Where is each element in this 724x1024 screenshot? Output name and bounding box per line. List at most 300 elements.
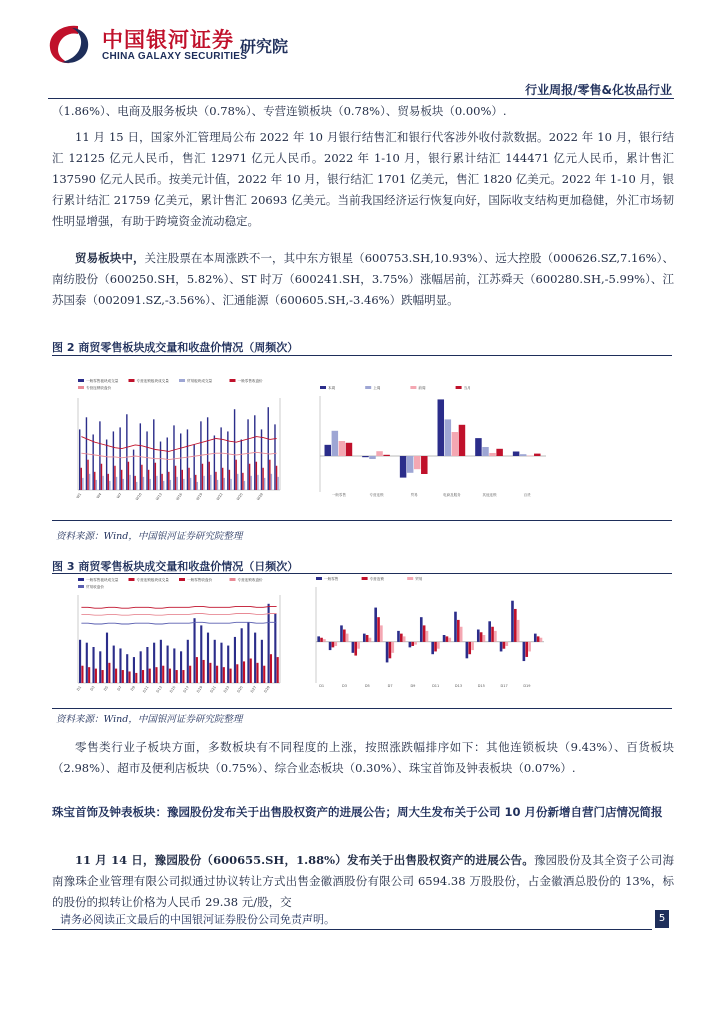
- volume-bar: [96, 480, 97, 490]
- change-bar: [483, 635, 486, 642]
- x-tick-label: D5: [103, 685, 110, 692]
- report-type: 行业周报/零售&化妆品行业: [525, 83, 672, 97]
- volume-bar: [89, 474, 90, 490]
- brand-name-en: CHINA GALAXY SECURITIES: [102, 51, 248, 62]
- x-tick-label: D23: [222, 685, 231, 694]
- volume-bar: [269, 460, 270, 490]
- change-bar: [369, 456, 375, 459]
- volume-bar: [133, 657, 135, 683]
- page-number: 5: [655, 910, 669, 928]
- legend-swatch: [179, 379, 185, 382]
- figure-3-bottom-rule: [52, 708, 672, 709]
- volume-bar: [182, 470, 183, 490]
- volume-bar: [99, 651, 101, 683]
- change-bar: [500, 642, 503, 652]
- change-bar: [471, 642, 474, 650]
- daily-volume-chart: [60, 575, 300, 705]
- change-bar: [363, 634, 366, 642]
- volume-bar: [189, 666, 191, 683]
- volume-bar: [230, 669, 232, 683]
- change-bar: [496, 449, 502, 456]
- volume-bar: [121, 470, 122, 490]
- change-bar: [400, 456, 406, 478]
- volume-bar: [202, 464, 203, 490]
- legend-swatch: [230, 379, 236, 382]
- change-bar: [362, 456, 368, 457]
- volume-bar: [161, 474, 162, 490]
- legend-label: 一般零售收盘价: [187, 578, 213, 582]
- x-tick-label: W16: [175, 492, 184, 502]
- legend-label: 贸易板块成交量: [187, 379, 213, 383]
- volume-bar: [87, 460, 88, 490]
- change-bar: [454, 612, 457, 642]
- legend-swatch: [365, 386, 371, 389]
- volume-bar: [155, 463, 156, 490]
- volume-bar: [153, 643, 155, 683]
- volume-bar: [126, 654, 128, 683]
- galaxy-logo-icon: [44, 22, 94, 68]
- volume-bar: [217, 480, 218, 490]
- volume-bar: [123, 479, 124, 490]
- volume-bar: [173, 648, 175, 683]
- volume-bar: [88, 667, 90, 683]
- change-bar: [534, 454, 540, 456]
- volume-bar: [241, 628, 243, 683]
- change-bar: [366, 635, 369, 642]
- volume-bar: [116, 477, 117, 490]
- legend-swatch: [129, 578, 135, 581]
- change-bar: [452, 432, 458, 456]
- x-tick-label: D29: [263, 685, 271, 694]
- volume-bar: [86, 643, 88, 683]
- volume-bar: [207, 417, 208, 490]
- volume-bar: [122, 670, 124, 683]
- volume-bar: [263, 666, 265, 683]
- x-tick-label: D19: [196, 685, 204, 694]
- volume-bar: [81, 666, 83, 683]
- volume-bar: [101, 464, 102, 490]
- volume-bar: [153, 419, 154, 490]
- volume-bar: [196, 657, 198, 683]
- change-bar: [332, 642, 335, 647]
- x-tick-label: W10: [134, 492, 143, 502]
- volume-bar: [141, 465, 142, 490]
- legend-swatch: [407, 577, 413, 580]
- change-bar: [340, 625, 343, 641]
- close-price-line: [81, 614, 276, 616]
- volume-bar: [209, 663, 211, 683]
- brand-institute: 研究院: [240, 37, 289, 56]
- volume-bar: [135, 673, 137, 683]
- change-bar: [488, 621, 491, 642]
- change-bar: [448, 638, 451, 642]
- change-bar: [525, 642, 528, 657]
- change-bar: [505, 642, 508, 646]
- change-bar: [420, 617, 423, 642]
- legend-label: 一般零售收盘价: [237, 379, 263, 383]
- volume-bar: [237, 474, 238, 490]
- x-tick-label: W19: [195, 492, 204, 502]
- change-bar: [511, 601, 514, 642]
- x-tick-label: D1: [76, 685, 83, 692]
- change-bar: [431, 642, 434, 654]
- volume-bar: [128, 462, 129, 490]
- volume-bar: [187, 640, 189, 683]
- legend-swatch: [78, 578, 84, 581]
- legend-label: 专营连锁板块成交量: [136, 379, 169, 383]
- volume-bar: [102, 670, 104, 683]
- change-bar: [339, 441, 345, 456]
- volume-bar: [129, 671, 131, 683]
- volume-bar: [106, 440, 107, 490]
- volume-bar: [173, 425, 174, 490]
- volume-bar: [234, 637, 236, 683]
- volume-bar: [203, 660, 205, 683]
- change-bar: [434, 642, 437, 652]
- volume-bar: [146, 431, 147, 490]
- volume-bar: [188, 468, 189, 490]
- x-tick-label: W7: [116, 492, 123, 500]
- volume-bar: [261, 429, 262, 490]
- volume-bar: [136, 482, 137, 490]
- volume-bar: [129, 475, 130, 490]
- paragraph-0: （1.86%）、电商及服务板块（0.78%）、专营连锁板块（0.78%）、贸易板块（0.00%）.: [52, 104, 507, 118]
- legend-swatch: [410, 386, 416, 389]
- volume-bar: [235, 460, 236, 490]
- legend-swatch: [456, 386, 462, 389]
- change-bar: [523, 642, 526, 661]
- volume-bar: [81, 468, 82, 490]
- legend-label: 上周: [373, 386, 381, 390]
- volume-bar: [119, 427, 120, 490]
- volume-bar: [79, 640, 81, 683]
- volume-bar: [163, 481, 164, 490]
- legend-swatch: [78, 585, 84, 588]
- volume-bar: [197, 482, 198, 490]
- change-bar: [354, 642, 357, 656]
- change-bar: [480, 632, 483, 642]
- volume-bar: [176, 477, 177, 490]
- volume-bar: [241, 440, 242, 490]
- change-bar: [503, 642, 506, 649]
- volume-bar: [247, 623, 249, 683]
- volume-bar: [102, 476, 103, 490]
- volume-bar: [200, 625, 202, 683]
- change-bar: [477, 630, 480, 642]
- change-bar: [438, 399, 444, 456]
- volume-bar: [268, 604, 270, 683]
- volume-bar: [82, 478, 83, 490]
- volume-bar: [113, 646, 115, 683]
- figure-3-top-rule: [52, 573, 672, 574]
- volume-bar: [195, 475, 196, 490]
- x-tick-label: D1: [319, 684, 325, 688]
- paragraph-1: 11 月 15 日，国家外汇管理局公布 2022 年 10 月银行结售汇和银行代客涉外收付款数据。2022 年 10 月，银行结汇 12125 亿元人民币，售汇 12971 亿元人民币。2022 年 1-10 月，银行累计结汇 144471 亿元人民币，累计售汇 137590 亿元人民币。按美元计值，2022 年 10 月，银行结汇 1701 亿美元，售汇 1820 亿美元。2022 年 1-10 月，银行累计结汇 21759 亿美元，累计售汇 20693 亿美元。当前我国经济运行恢复向好，国际收支结构更加稳健，外汇市场韧性明显增强，有助于跨境资金流动稳定。: [52, 130, 674, 228]
- x-tick-label: D9: [129, 685, 137, 692]
- brand-name-cn: 中国银河证券: [102, 28, 234, 52]
- weekly-change-chart: [304, 384, 552, 500]
- change-bar: [414, 642, 417, 645]
- volume-bar: [133, 450, 134, 490]
- volume-bar: [247, 419, 248, 490]
- legend-label: 当月: [463, 386, 471, 390]
- legend-swatch: [78, 379, 84, 382]
- change-bar: [468, 642, 471, 654]
- change-bar: [332, 431, 338, 456]
- volume-bar: [220, 643, 222, 683]
- volume-bar: [134, 476, 135, 490]
- volume-bar: [180, 433, 181, 490]
- volume-bar: [106, 633, 108, 683]
- x-tick-label: D9: [410, 684, 416, 688]
- x-tick-label: D3: [89, 685, 96, 692]
- volume-bar: [262, 468, 263, 490]
- figure-3-title: 图 3 商贸零售板块成交量和收盘价情况（日频次）: [52, 560, 299, 573]
- volume-bar: [271, 474, 272, 490]
- volume-bar: [162, 666, 164, 683]
- volume-bar: [220, 427, 221, 490]
- legend-swatch: [316, 577, 322, 580]
- change-bar: [517, 620, 520, 642]
- close-price-line: [81, 606, 276, 608]
- volume-bar: [250, 476, 251, 490]
- change-bar: [460, 627, 463, 642]
- paragraph-3: 零售类行业子板块方面，多数板块有不同程度的上涨，按照涨跌幅排序如下：其他连锁板块（9.43%）、百货板块（2.98%）、超市及便利店板块（0.75%）、综合业态板块（0.30%）、珠宝首饰及钟表板块（0.07%）.: [52, 740, 674, 775]
- volume-bar: [115, 669, 117, 683]
- change-bar: [320, 638, 323, 642]
- legend-label: 一般零售板块成交量: [86, 578, 119, 582]
- volume-bar: [223, 667, 225, 683]
- x-tick-label: 百货: [523, 493, 531, 497]
- volume-bar: [155, 667, 157, 683]
- change-bar: [323, 639, 326, 642]
- change-bar: [352, 642, 355, 653]
- x-tick-label: D25: [236, 685, 244, 694]
- change-bar: [343, 630, 346, 642]
- legend-swatch: [362, 577, 368, 580]
- change-bar: [369, 638, 372, 642]
- volume-bar: [156, 476, 157, 490]
- volume-bar: [254, 633, 256, 683]
- x-tick-label: D15: [477, 684, 485, 688]
- volume-bar: [160, 640, 162, 683]
- volume-bar: [256, 663, 258, 683]
- change-bar: [407, 456, 413, 473]
- x-tick-label: W28: [256, 492, 264, 502]
- volume-bar: [242, 473, 243, 490]
- header-divider: [48, 98, 674, 99]
- change-bar: [426, 631, 429, 642]
- change-bar: [494, 631, 497, 642]
- paragraph-4-rest: 豫园股份及其全资子公司海南豫珠企业管理有限公司拟通过协议转让方式出售金徽酒股份有限公司 6594.38 万股股份，占金徽酒总股份的 13%，标的股份的拟转让价格为人民币 29.38 元/股，交: [52, 853, 674, 909]
- volume-bar: [79, 429, 80, 490]
- volume-bar: [277, 477, 278, 490]
- x-tick-label: 一般零售: [331, 493, 346, 497]
- daily-change-chart: [300, 575, 550, 705]
- volume-bar: [176, 670, 178, 683]
- volume-bar: [119, 648, 121, 683]
- volume-bar: [244, 481, 245, 490]
- legend-label: 贸易收盘价: [86, 585, 104, 589]
- paragraph-2-lead: 贸易板块中，: [75, 251, 145, 265]
- x-tick-label: D11: [142, 685, 150, 694]
- volume-bar: [222, 468, 223, 490]
- x-tick-label: D21: [209, 685, 217, 694]
- change-bar: [534, 634, 537, 642]
- paragraph-4-lead: 11 月 14 日，豫园股份（600655.SH，1.88%）发布关于出售股权资产的进展公告。: [75, 853, 534, 867]
- legend-label: 专营连锁收盘价: [237, 578, 263, 582]
- paragraph-2-rest: 关注股票在本周涨跌不一，其中东方银星（600753.SH,10.93%）、远大控股（000626.SZ,7.16%）、南纺股份（600250.SH，5.82%）、ST 时万（600241.SH，3.75%）涨幅居前，江苏舜天（600280.SH,-5.99%）、江苏国泰（002091.SZ,-3.56%）、汇通能源（600605.SH,-3.46%）跌幅明显。: [52, 251, 675, 307]
- change-bar: [400, 634, 403, 642]
- change-bar: [491, 627, 494, 642]
- volume-bar: [214, 640, 216, 683]
- x-tick-label: W13: [155, 492, 163, 502]
- volume-bar: [149, 669, 151, 683]
- legend-label: 前周: [418, 386, 426, 390]
- volume-bar: [207, 633, 209, 683]
- legend-swatch: [179, 578, 185, 581]
- volume-bar: [203, 476, 204, 490]
- volume-bar: [169, 669, 171, 683]
- x-tick-label: D13: [155, 685, 163, 694]
- volume-bar: [277, 657, 279, 683]
- volume-bar: [215, 472, 216, 490]
- change-bar: [466, 642, 469, 658]
- volume-bar: [167, 646, 169, 683]
- change-bar: [334, 642, 337, 646]
- legend-label: 贸易: [415, 577, 423, 581]
- change-bar: [374, 608, 377, 642]
- volume-bar: [234, 409, 235, 490]
- volume-bar: [92, 434, 93, 490]
- legend-label: 一般零售: [324, 577, 339, 581]
- change-bar: [489, 453, 495, 456]
- paragraph-2: [52, 248, 674, 311]
- volume-bar: [142, 670, 144, 683]
- legend-label: 一般零售板块成交量: [86, 379, 119, 383]
- figure-2-top-rule: [52, 355, 672, 356]
- volume-bar: [236, 664, 238, 683]
- change-bar: [346, 634, 349, 642]
- volume-bar: [193, 618, 195, 683]
- x-tick-label: D11: [432, 684, 440, 688]
- volume-bar: [95, 669, 97, 683]
- change-bar: [411, 642, 414, 646]
- change-bar: [513, 452, 519, 457]
- change-bar: [457, 620, 460, 642]
- change-bar: [377, 617, 380, 642]
- volume-bar: [224, 478, 225, 490]
- volume-bar: [149, 479, 150, 490]
- volume-bar: [140, 651, 142, 683]
- volume-bar: [146, 647, 148, 683]
- change-bar: [520, 454, 526, 456]
- change-bar: [409, 642, 412, 647]
- weekly-volume-chart: [60, 376, 302, 512]
- change-bar: [459, 425, 465, 456]
- volume-bar: [168, 472, 169, 490]
- change-bar: [423, 625, 426, 641]
- volume-bar: [113, 431, 114, 490]
- volume-bar: [187, 429, 188, 490]
- change-bar: [527, 456, 533, 457]
- change-bar: [389, 642, 392, 658]
- legend-label: 专营连锁板块成交量: [136, 578, 169, 582]
- legend-swatch: [78, 386, 84, 389]
- volume-bar: [193, 445, 194, 490]
- volume-bar: [108, 663, 110, 683]
- x-tick-label: W25: [235, 492, 244, 502]
- volume-bar: [148, 470, 149, 490]
- volume-bar: [227, 646, 229, 683]
- volume-bar: [261, 640, 263, 683]
- x-tick-label: W4: [95, 492, 103, 500]
- change-bar: [391, 642, 394, 653]
- volume-bar: [257, 475, 258, 490]
- section-subhead: 珠宝首饰及钟表板块：豫园股份发布关于出售股权资产的进展公告；周大生发布关于公司 10 月份新增自营门店情况简报: [52, 805, 663, 819]
- x-tick-label: D7: [116, 685, 123, 692]
- change-bar: [397, 631, 400, 642]
- volume-bar: [182, 670, 184, 683]
- change-bar: [482, 447, 488, 456]
- legend-swatch: [230, 578, 236, 581]
- change-bar: [346, 443, 352, 456]
- volume-bar: [114, 466, 115, 490]
- x-tick-label: 专营连锁: [369, 493, 384, 497]
- volume-bar: [109, 481, 110, 490]
- change-bar: [329, 642, 332, 650]
- x-tick-label: D5: [364, 684, 370, 688]
- x-tick-label: D3: [342, 684, 347, 688]
- legend-label: 本周: [328, 386, 336, 390]
- close-price-line: [81, 452, 276, 459]
- volume-bar: [243, 661, 245, 683]
- x-tick-label: W1: [75, 492, 83, 500]
- volume-bar: [230, 479, 231, 490]
- volume-bar: [274, 424, 275, 490]
- volume-bar: [264, 478, 265, 490]
- change-bar: [446, 636, 449, 641]
- volume-bar: [92, 647, 94, 683]
- legend-swatch: [129, 379, 135, 382]
- volume-bar: [180, 651, 182, 683]
- volume-bar: [108, 474, 109, 490]
- figure-2-title: 图 2 商贸零售板块成交量和收盘价情况（周频次）: [52, 341, 299, 354]
- close-price-line: [81, 437, 276, 452]
- x-tick-label: D27: [249, 685, 258, 694]
- change-bar: [325, 445, 331, 456]
- volume-bar: [183, 479, 184, 490]
- volume-bar: [270, 654, 272, 683]
- volume-bar: [190, 478, 191, 490]
- x-tick-label: 电商及服务: [443, 493, 461, 497]
- x-tick-label: W22: [215, 492, 224, 502]
- change-bar: [403, 636, 406, 641]
- volume-bar: [160, 442, 161, 490]
- volume-bar: [210, 475, 211, 490]
- close-price-line: [81, 622, 276, 624]
- x-tick-label: D17: [500, 684, 508, 688]
- change-bar: [376, 451, 382, 456]
- volume-bar: [249, 464, 250, 490]
- footer-disclaimer: 请务必阅读正文最后的中国银河证券股份公司免责声明。: [60, 913, 335, 926]
- x-tick-label: D13: [454, 684, 463, 688]
- legend-swatch: [320, 386, 326, 389]
- change-bar: [386, 642, 389, 663]
- volume-bar: [229, 470, 230, 490]
- change-bar: [537, 636, 540, 641]
- change-bar: [528, 642, 531, 652]
